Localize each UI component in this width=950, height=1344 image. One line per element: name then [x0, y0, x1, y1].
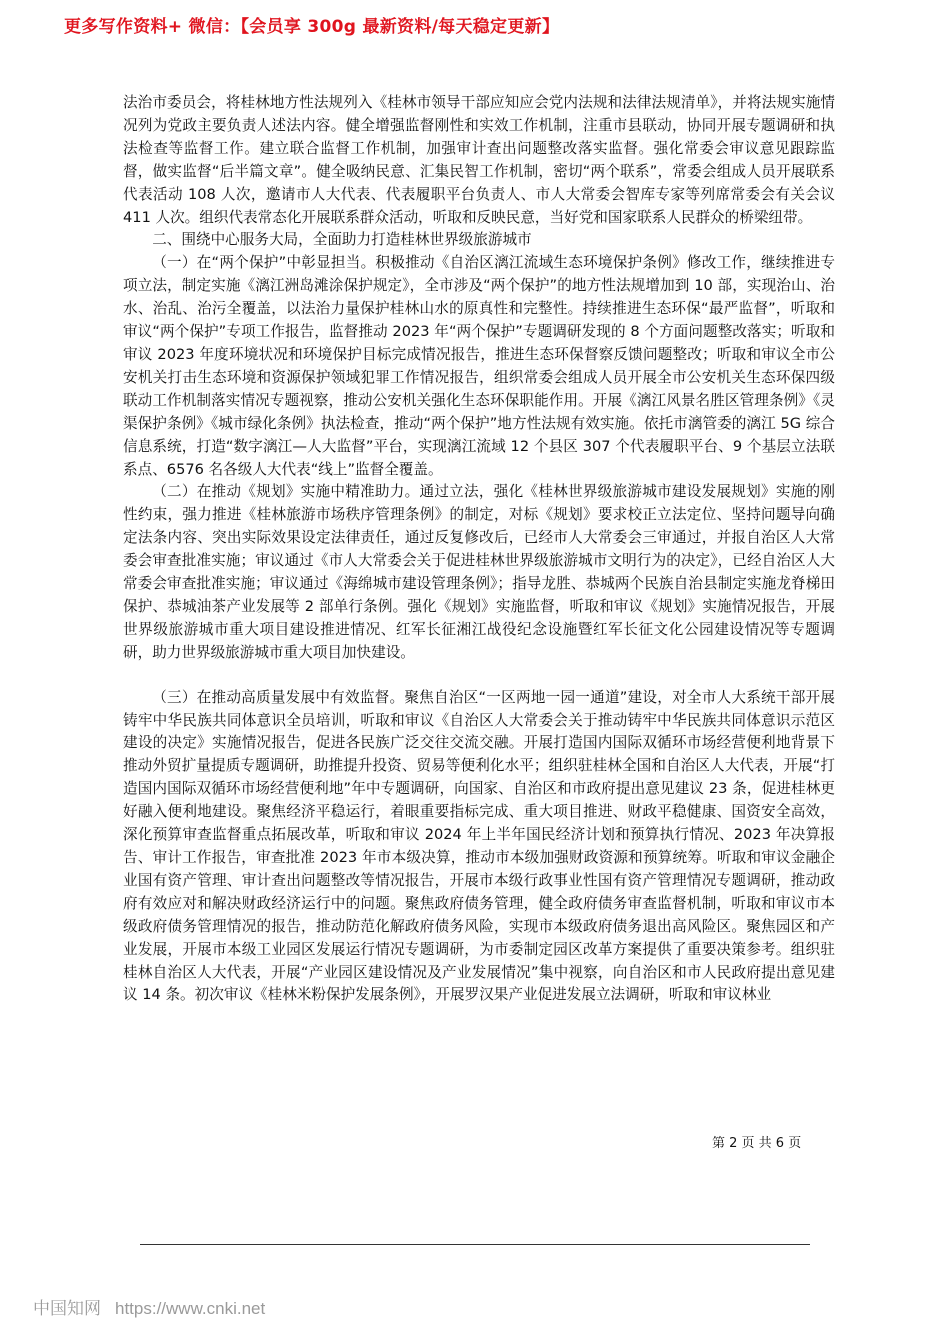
- document-body: [123, 92, 835, 1007]
- paragraph-continued: 法治市委员会，将桂林地方性法规列入《桂林市领导干部应知应会党内法规和法律法规清单》，并将法规实施情况列为党政主要负责人述法内容。健全增强监督刚性和实效工作机制，注重市县联动，协同开展专题调研和执法检查等监督工作。建立联合监督工作机制，加强审计查出问题整改落实监督。强化常委会审议意见跟踪监督，做实监督“后半篇文章”。健全吸纳民意、汇集民智工作机制，密切“两个联系”，常委会组成人员开展联系代表活动 108 人次，邀请市人大代表、代表履职平台负责人、市人大常委会智库专家等列席常委会有关会议 411 人次。组织代表常态化开展联系群众活动，听取和反映民意，当好党和国家联系人民群众的桥梁纽带。: [123, 94, 835, 226]
- paragraph-protection: （一）在“两个保护”中彰显担当。积极推动《自治区漓江流域生态环境保护条例》修改工作，继续推进专项立法，制定实施《漓江洲岛滩涂保护规定》，全市涉及“两个保护”的地方性法规增加到 10 部，实现治山、治水、治乱、治污全覆盖，以法治力量保护桂林山水的原真性和完整性。持续推进生态环保“最严监督”，听取和审议“两个保护”专项工作报告，监督推动 2023 年“两个保护”专题调研发现的 8 个方面问题整改落实；听取和审议 2023 年度环境状况和环境保护目标完成情况报告，推进生态环保督察反馈问题整改；听取和审议全市公安机关打击生态环境和资源保护领域犯罪工作情况报告，组织常委会组成人员开展全市公安机关生态环保四级联动工作机制落实情况专题视察，推动公安机关强化生态环保职能作用。开展《漓江风景名胜区管理条例》《灵渠保护条例》《城市绿化条例》执法检查，推动“两个保护”地方性法规有效实施。依托市漓管委的漓江 5G 综合信息系统，打造“数字漓江—人大监督”平台，实现漓江流域 12 个县区 307 个代表履职平台、9 个基层立法联系点、6576 名各级人大代表“线上”监督全覆盖。: [123, 254, 836, 478]
- page-number: 第 2 页 共 6 页: [712, 1136, 802, 1151]
- footer-divider: [140, 1244, 810, 1245]
- paragraph-development: （三）在推动高质量发展中有效监督。聚焦自治区“一区两地一园一通道”建设，对全市人大系统干部开展铸牢中华民族共同体意识全员培训，听取和审议《自治区人大常委会关于推动铸牢中华民族共同体意识示范区建设的决定》实施情况报告，促进各民族广泛交往交流交融。开展打造国内国际双循环市场经营便利地背景下推动外贸扩量提质专题调研，助推提升投资、贸易等便利化水平；组织驻桂林全国和自治区人大代表，开展“打造国内国际双循环市场经营便利地”年中专题调研，向国家、自治区和市政府提出意见建议 23 条，促进桂林更好融入便利地建设。聚焦经济平稳运行，着眼重要指标完成、重大项目推进、财政平稳健康、国资安全高效，深化预算审查监督重点拓展改革，听取和审议 2024 年上半年国民经济计划和预算执行情况、2023 年决算报告、审计工作报告，审查批准 2023 年市本级决算，推动市本级加强财政资源和预算统筹。听取和审议金融企业国有资产管理、审计查出问题整改等情况报告，开展市本级行政事业性国有资产管理情况专题调研，推动政府有效应对和解决财政经济运行中的问题。聚焦政府债务管理，健全政府债务审查监督机制，听取和审议市本级政府债务管理情况的报告，推动防范化解政府债务风险，实现市本级政府债务退出高风险区。聚焦园区和产业发展，开展市本级工业园区发展运行情况专题调研，为市委制定园区改革方案提供了重要决策参考。组织驻桂林自治区人大代表，开展“产业园区建设情况及产业发展情况”集中视察，向自治区和市人民政府提出意见建议 14 条。初次审议《桂林米粉保护发展条例》，开展罗汉果产业促进发展立法调研，听取和审议林业: [123, 688, 835, 1004]
- promo-banner: 更多写作资料+ 微信：【会员享 300g 最新资料/每天稳定更新】: [64, 17, 560, 37]
- section-heading: 二、围绕中心服务大局，全面助力打造桂林世界级旅游城市: [152, 231, 532, 249]
- watermark-brand: 中国知网: [33, 1299, 101, 1318]
- cnki-watermark: [33, 1294, 265, 1319]
- paragraph-planning: （二）在推动《规划》实施中精准助力。通过立法，强化《桂林世界级旅游城市建设发展规划》实施的刚性约束，强力推进《桂林旅游市场秩序管理条例》的制定，对标《规划》要求校正立法定位、坚持问题导向确定法条内容、突出实际效果设定法律责任，通过反复修改后，已经市人大常委会三审通过，并报自治区人大常委会审查批准实施；审议通过《市人大常委会关于促进桂林世界级旅游城市文明行为的决定》，已经自治区人大常委会审查批准实施；审议通过《海绵城市建设管理条例》；指导龙胜、恭城两个民族自治县制定实施龙脊梯田保护、恭城油茶产业发展等 2 部单行条例。强化《规划》实施监督，听取和审议《规划》实施情况报告，开展世界级旅游城市重大项目建设推进情况、红军长征湘江战役纪念设施暨红军长征文化公园建设情况等专题调研，助力世界级旅游城市重大项目加快建设。: [123, 483, 835, 661]
- watermark-url: https://www.cnki.net: [115, 1299, 266, 1318]
